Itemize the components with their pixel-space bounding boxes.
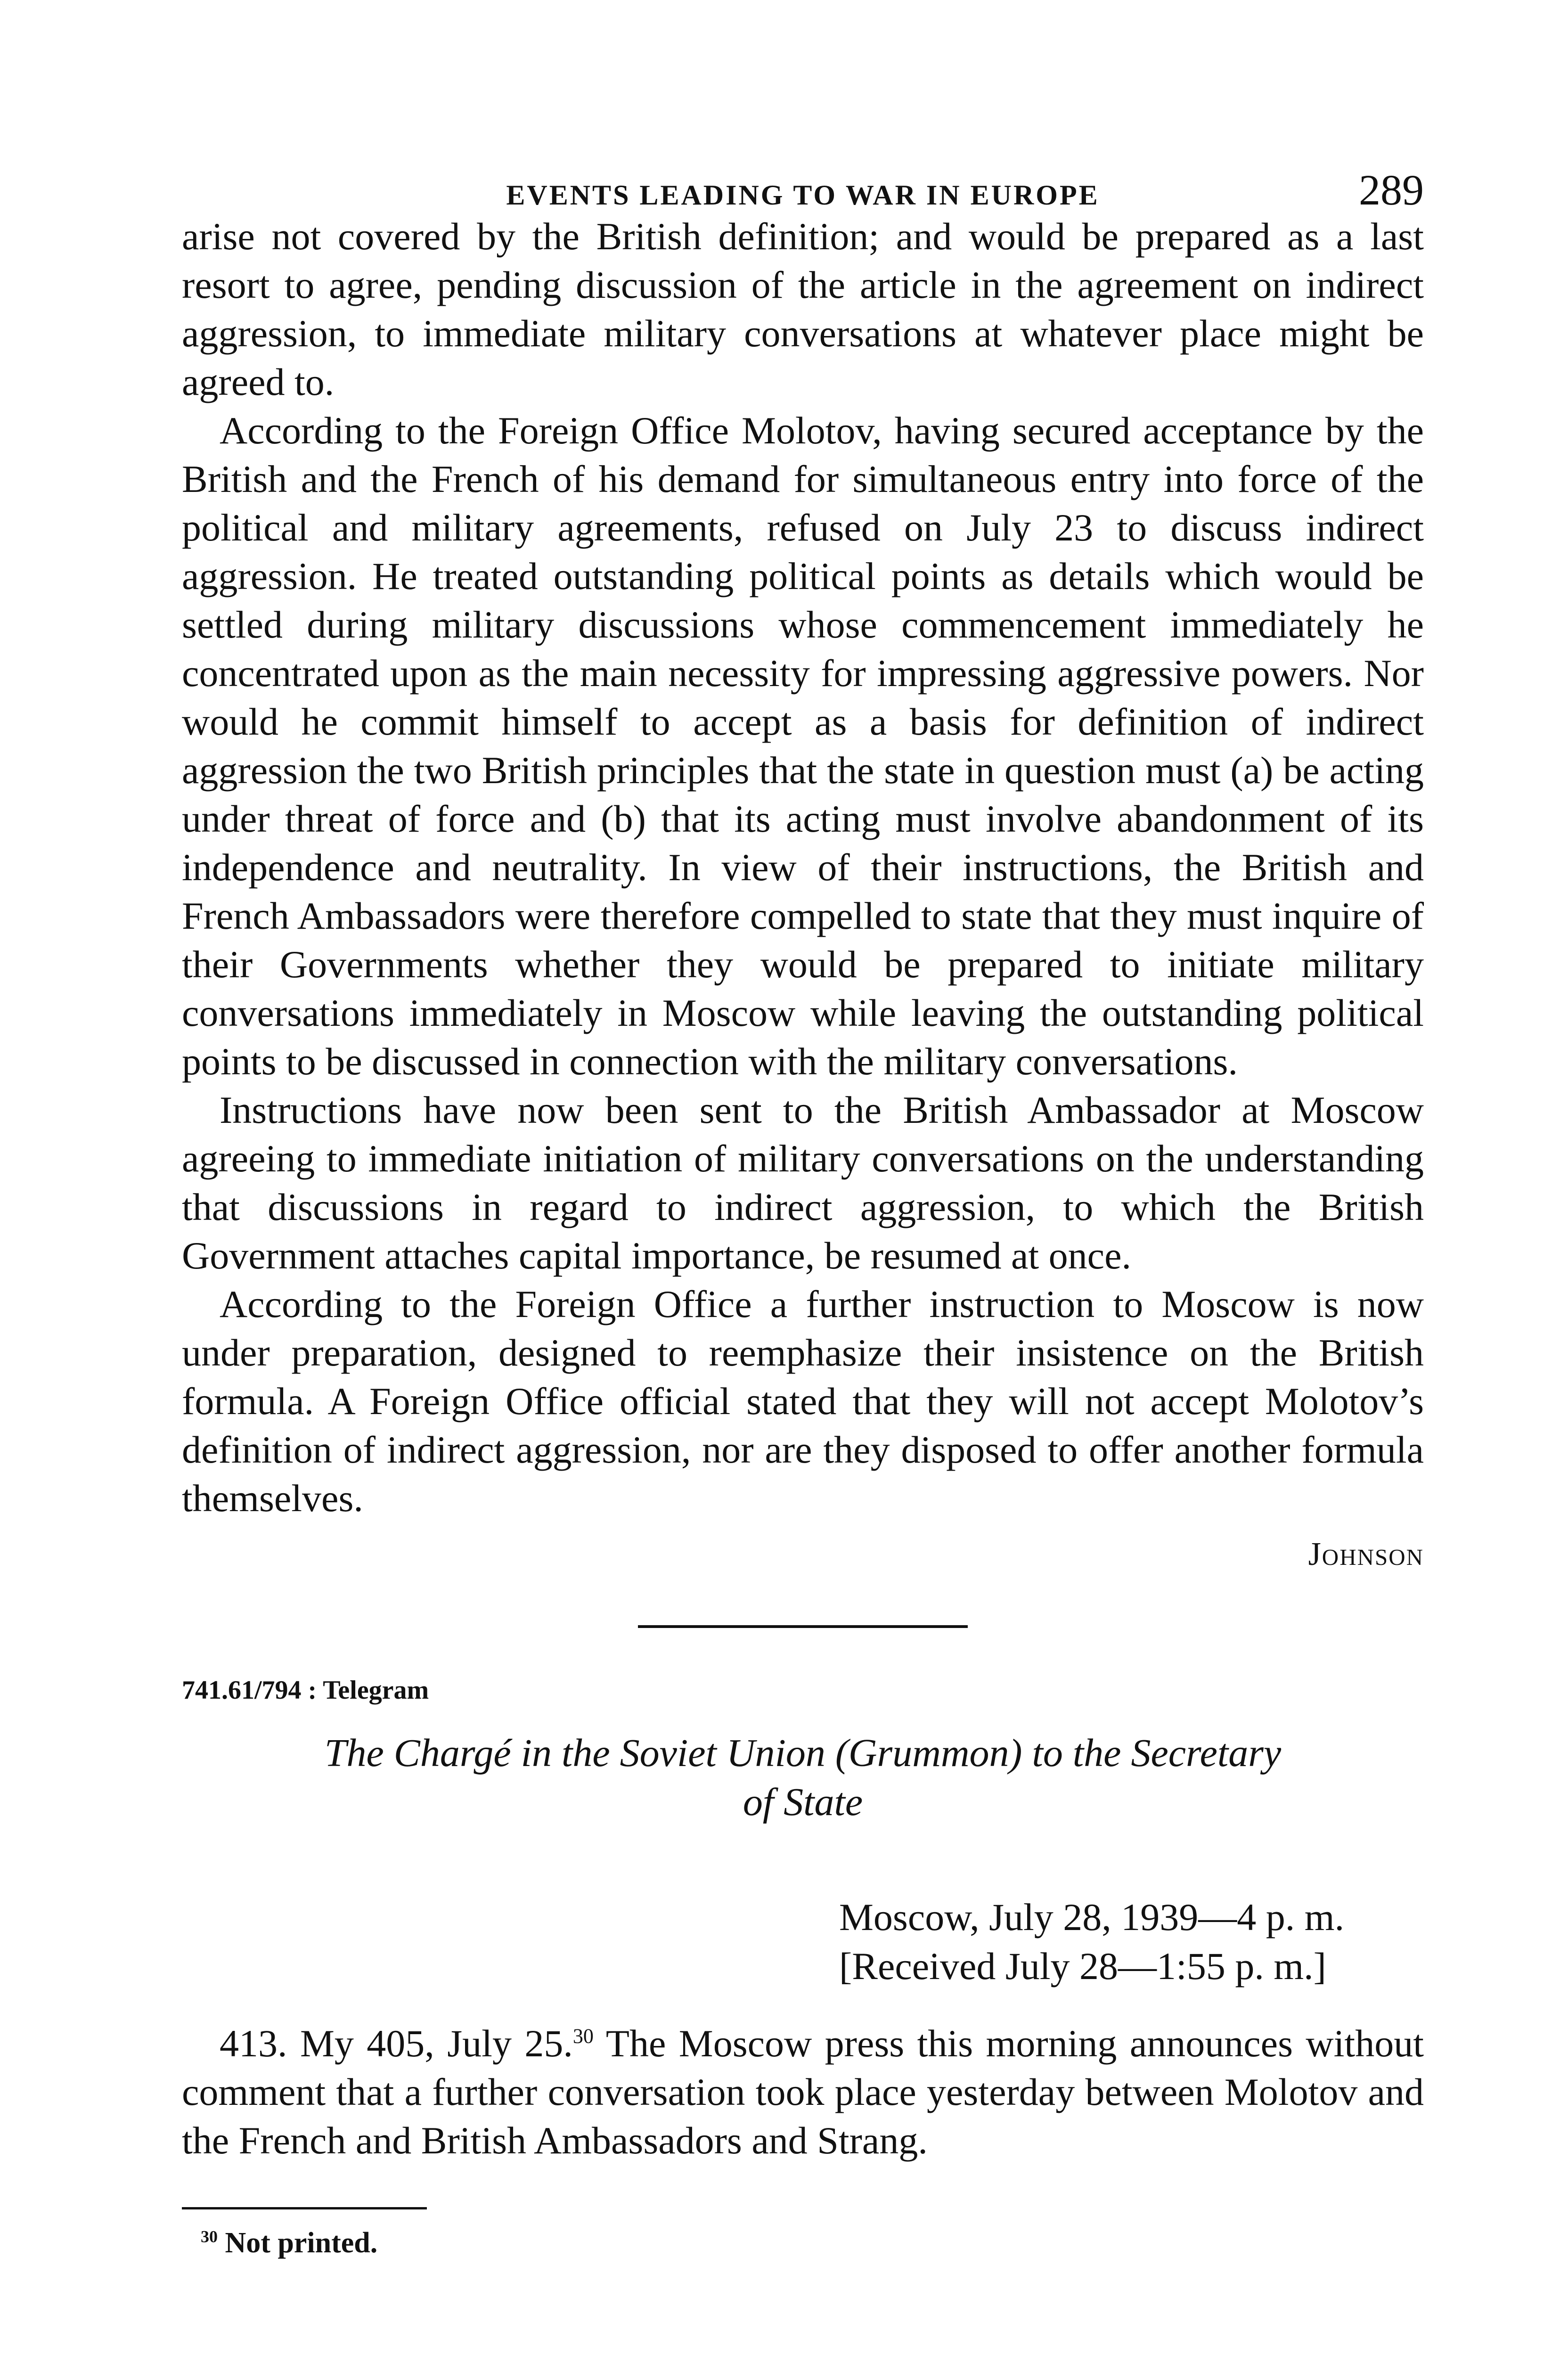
paragraph-413-text: The Moscow press this morning announces without comment that a further conversation took place yesterday between Molotov and the French and British Ambassadors and Strang. [182,2022,1424,2162]
running-title: EVENTS LEADING TO WAR IN EUROPE [506,180,1100,211]
signature: Johnson [1308,1536,1424,1572]
document-title-line-2: of State [743,1780,863,1824]
paragraph-413 [182,2019,1424,2165]
paragraph-molotov: According to the Foreign Office Molotov, having secured acceptance by the British and the French of his demand for simultaneous entry into force of the political and military agreements, refused on July 23 to discuss indirect aggression. He treated outstanding political points as details which would be settled during military discussions whose commencement immediately he concentrated upon as the main necessity for impressing aggressive powers. Nor would he commit himself to accept as a basis for definition of indirect aggression the two British principles that the state in question must (a) be acting under threat of force and (b) that its acting must involve abandonment of its independence and neutrality. In view of their instructions, the British and French Ambassadors were therefore compelled to state that they must inquire of their Governments whether they would be prepared to initiate military conversations immediately in Moscow while leaving the outstanding political points to be discussed in connection with the military conversations. [182,409,1424,1083]
paragraph-foreign-office: According to the Foreign Office a further instruction to Moscow is now under preparation, designed to reemphasize their insistence on the British formula. A Foreign Office official stated that they will not accept Molotov’s definition of indirect aggression, nor are they disposed to offer another formula themselves. [182,1283,1424,1520]
dateline-sent: Moscow, July 28, 1939—4 p. m. [839,1896,1345,1939]
paragraph-413-lead: 413. My 405, July 25. [220,2022,573,2065]
page-number: 289 [1359,166,1424,214]
dateline [839,1893,1424,1991]
dateline-received: [Received July 28—1:55 p. m.] [839,1945,1326,1988]
paragraph-instructions: Instructions have now been sent to the British Ambassador at Moscow agreeing to immediate initiation of military conversations on the understanding that discussions in regard to indirect aggression, to which the British Government attaches capital importance, be resumed at once. [182,1088,1424,1277]
footnote [201,2226,1424,2260]
document-title [182,1729,1424,1827]
running-head [182,155,1424,212]
footnote-rule [182,2207,427,2209]
section-divider [638,1625,968,1628]
paragraph-continuation: arise not covered by the British definition; and would be prepared as a last resort to agree, pending discussion of the article in the agreement on indirect aggression, to immediate military conversations at whatever place might be agreed to. [182,215,1424,403]
document-number: 741.61/794 : Telegram [182,1676,429,1705]
page-content [182,155,1424,2260]
footnote-reference: 30 [572,2024,594,2048]
footnote-marker: 30 [201,2227,218,2246]
footnote-text: Not printed. [225,2227,378,2259]
document-title-line-1: The Chargé in the Soviet Union (Grummon) to the Secretary [324,1731,1282,1775]
